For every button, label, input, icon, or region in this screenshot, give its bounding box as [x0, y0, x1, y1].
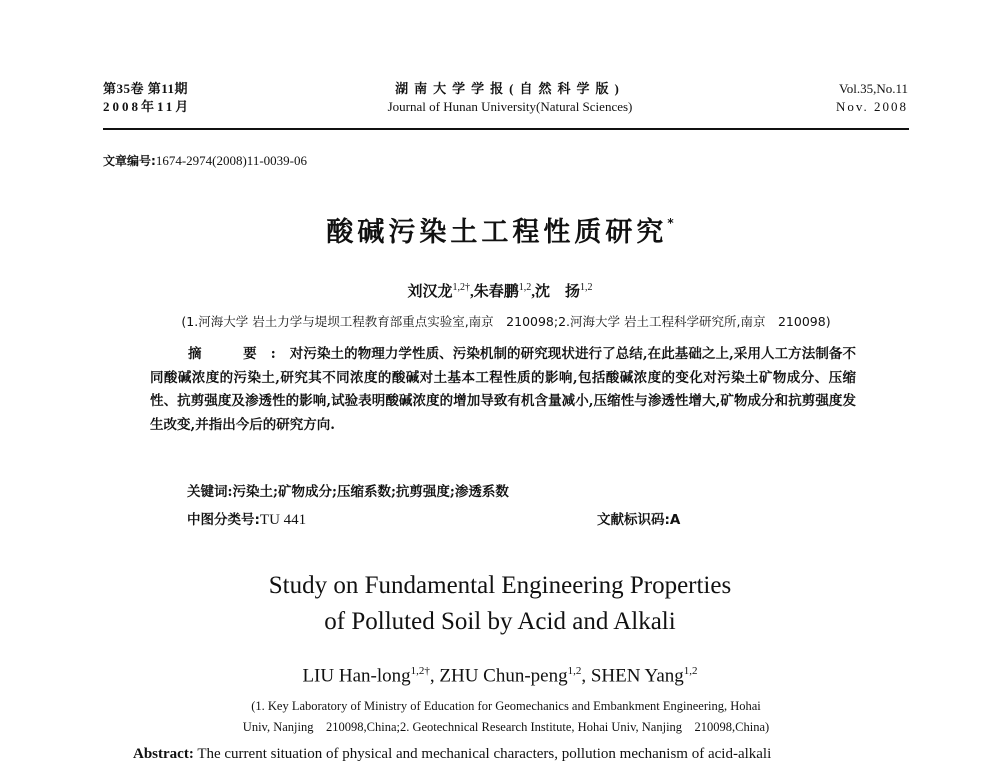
abstract-cn — [150, 343, 856, 437]
keywords-cn — [187, 480, 509, 500]
date-cn: 2008年11月 — [103, 99, 192, 114]
article-number-label: 文章编号: — [103, 154, 156, 168]
author-affil-sup: 1,2 — [580, 282, 593, 293]
classification-label: 中图分类号: — [187, 512, 260, 528]
abstract-cn-label: 摘 要: — [188, 346, 290, 362]
author-affil-sup: 1,2 — [567, 665, 582, 677]
title-cn — [0, 210, 1000, 249]
abstract-cn-text: 对污染土的物理力学性质、污染机制的研究现状进行了总结,在此基础之上,采用人工方法制备不同酸碱浓度的污染土,研究其不同浓度的酸碱对土基本工程性质的影响,包括酸碱浓度的变化对污染土矿物成分、压缩性、抗剪强度及渗透性的影响,试验表明酸碱浓度的增加导致有机含量减小,压缩性与渗透性增大,矿物成分和抗剪强度发生改变,并指出今后的研究方向. — [150, 346, 856, 433]
journal-name — [300, 80, 720, 116]
author-affil-sup: 1,2 — [683, 665, 698, 677]
title-footnote-mark: * — [667, 216, 674, 230]
author-cn: 刘汉龙 — [407, 284, 453, 300]
title-cn-text: 酸碱污染土工程性质研究 — [326, 217, 668, 248]
author-cn: 朱春鹏 — [473, 284, 519, 300]
volume-issue-cn: 第35卷 第11期 — [103, 81, 189, 96]
author-en: SHEN Yang — [590, 665, 684, 687]
document-code-value: A — [669, 512, 681, 528]
abstract-en-text: The current situation of physical and mechanical characters, pollution mechanism of acid-alkali — [197, 746, 772, 762]
article-number — [103, 152, 307, 169]
keywords-cn-value: 污染土;矿物成分;压缩系数;抗剪强度;渗透系数 — [232, 484, 509, 500]
document-code-label: 文献标识码: — [597, 512, 670, 528]
authors-en: LIU Han-long$^{1,2\dagger}$, ZHU Chun-peng$^{1,2}$, SHEN Yang$^{1,2}$ — [302, 665, 698, 687]
affiliation-en-line1: (1. Key Laboratory of Ministry of Education for Geomechanics and Embankment Engineering, Hohai — [251, 699, 761, 713]
journal-issue-info-en — [836, 80, 908, 116]
volume-issue-en: Vol.35,No.11 — [839, 81, 908, 96]
author-en: LIU Han-long — [302, 665, 411, 687]
author-en: ZHU Chun-peng — [439, 665, 568, 687]
title-en — [0, 568, 1000, 640]
document-code — [597, 508, 680, 528]
author-affil-sup: 1,2 — [518, 282, 532, 293]
journal-issue-info-cn — [103, 80, 191, 116]
classification-number — [187, 508, 306, 529]
abstract-en-label: Abstract: — [133, 746, 194, 762]
author-affil-sup: 1,2† — [452, 282, 470, 293]
author-cn: 沈 扬 — [535, 284, 581, 300]
journal-name-en: Journal of Hunan University(Natural Sciences) — [387, 99, 633, 114]
affiliation-en-line2: Univ, Nanjing 210098,China;2. Geotechnical Research Institute, Hohai Univ, Nanjing 210098,China) — [242, 720, 770, 734]
article-number-value: 1674-2974(2008)11-0039-06 — [155, 153, 307, 168]
header-rule — [103, 128, 909, 130]
title-en-line2: of Polluted Soil by Acid and Alkali — [324, 608, 676, 635]
authors-cn: 刘汉龙$^{1,2\dagger}$,朱春鹏$^{1,2}$,沈 扬$^{1,2}$ — [407, 282, 593, 300]
affiliation-cn: (1.河海大学 岩土力学与堤坝工程教育部重点实验室,南京 210098;2.河海大学 岩土工程科学研究所,南京 210098) — [181, 314, 831, 329]
classification-value: TU 441 — [259, 512, 307, 528]
date-en: Nov. 2008 — [835, 99, 908, 114]
abstract-en — [133, 746, 913, 763]
affiliation-en — [103, 696, 909, 738]
title-en-line1: Study on Fundamental Engineering Properties — [268, 572, 732, 599]
journal-name-cn: 湖南大学学报(自然科学版) — [395, 81, 625, 96]
keywords-cn-label: 关键词: — [187, 484, 233, 500]
author-affil-sup: 1,2† — [410, 665, 430, 677]
